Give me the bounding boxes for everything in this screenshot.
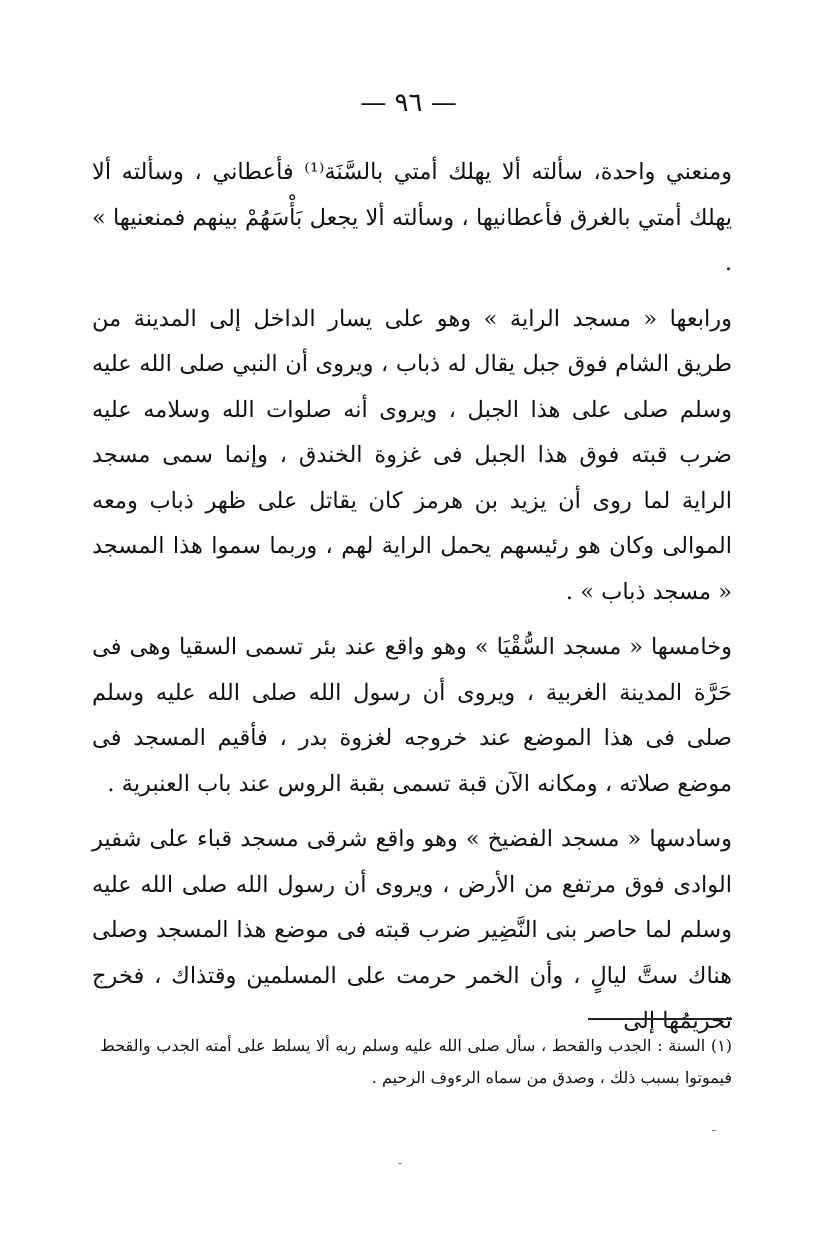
footnote-divider	[588, 1018, 732, 1020]
paragraph-masjid-al-fadikh: وسادسها « مسجد الفضيخ » وهو واقع شرقى مسجد قباء على شفير الوادى فوق مرتفع من الأرض ، ويروى أن رسول الله صلى الله عليه وسلم لما حاصر بنى النَّضِير ضرب قبته فى موضع هذا المسجد وصلى هناك ستَّ ليالٍ ، وأن الخمر حرمت على المسلمين وقتذاك ، فخرج تحريمُها إلى	[92, 826, 732, 1034]
footnotes	[100, 1030, 732, 1094]
footnote-1: (١) السنة : الجدب والقحط ، سأل صلى الله عليه وسلم ربه ألا يسلط على أمته الجدب والقحط فيموتوا بسبب ذلك ، وصدق من سماه الرءوف الرحيم .	[100, 1036, 733, 1087]
paragraph-masjid-al-suqya: وخامسها « مسجد السُّقْيَا » وهو واقع عند بئر تسمى السقيا وهى فى حَرَّة المدينة الغربية ، ويروى أن رسول الله صلى الله عليه وسلم صلى فى هذا الموضع عند خروجه لغزوة بدر ، فأقيم المسجد فى موضع صلاته ، ومكانه الآن قبة تسمى بقبة الروس عند باب العنبرية .	[92, 634, 732, 797]
page-number: — ٩٦ —	[360, 88, 457, 118]
print-speck	[398, 1163, 402, 1164]
paragraph-masjid-al-raya: ورابعها « مسجد الراية » وهو على يسار الداخل إلى المدينة من طريق الشام فوق جبل يقال له ذباب ، ويروى أن النبي صلى الله عليه وسلم صلى على هذا الجبل ، ويروى أنه صلوات الله وسلامه عليه ضرب قبته فوق هذا الجبل فى غزوة الخندق ، وإنما سمى مسجد الراية لما روى أن يزيد بن هرمز كان يقاتل على ظهر ذباب ومعه الموالى وكان هو رئيسهم يحمل الراية لهم ، وربما سموا هذا المسجد « مسجد ذباب » .	[92, 305, 733, 605]
paragraph-continuation: ومنعني واحدة، سألته ألا يهلك أمتي بالسَّنَة⁽¹⁾ فأعطاني ، وسألته ألا يهلك أمتي بالغرق فأعطانيها ، وسألته ألا يجعل بَأْسَهُمْ بينهم فمنعنيها » .	[92, 159, 732, 276]
main-text	[92, 150, 732, 1055]
print-speck	[712, 1130, 716, 1131]
